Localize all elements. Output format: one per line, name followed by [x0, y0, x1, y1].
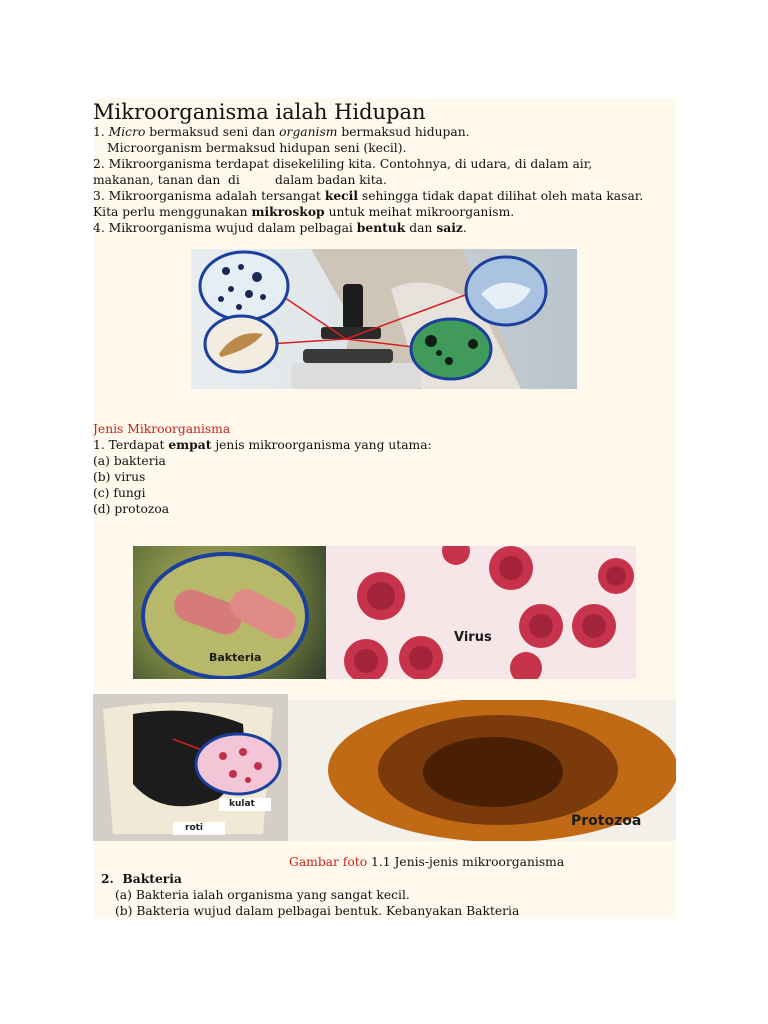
fungi-inset-icon	[196, 734, 280, 794]
protozoa-label: Protozoa	[571, 813, 642, 829]
bakteria-photo	[133, 546, 326, 679]
jenis-line1-end: jenis mikroorganisma yang utama:	[215, 438, 432, 452]
microscope-base-icon	[303, 349, 393, 363]
p3-l2-bold: mikroskop	[251, 204, 325, 219]
virus-photo	[326, 546, 636, 679]
p1-mid: bermaksud seni dan	[149, 125, 276, 139]
p3-bold: kecil	[324, 188, 358, 203]
protozoa-photo	[288, 700, 676, 841]
list-item: (b) virus	[93, 470, 146, 484]
paragraph-4	[93, 220, 467, 236]
bakteria-label: Bakteria	[209, 651, 262, 664]
figure-caption	[289, 854, 564, 870]
fungi-illustration	[93, 694, 288, 841]
paragraph-1-line2: Microorganism bermaksud hidupan seni (kecil).	[107, 141, 407, 155]
p1-organism: organism	[279, 125, 338, 139]
p3-start: 3. Mikroorganisma adalah tersangat	[93, 189, 321, 203]
p3-end: sehingga tidak dapat dilihat oleh mata kasar.	[361, 189, 644, 203]
page-title: Mikroorganisma ialah Hidupan	[93, 100, 426, 124]
bakteria-line-b: (b) Bakteria wujud dalam pelbagai bentuk. Kebanyakan Bakteria	[115, 904, 520, 918]
p4-mid: dan	[409, 221, 433, 235]
paragraph-2-line2: makanan, tanan dan di dalam badan kita.	[93, 173, 387, 187]
pointer-line	[269, 339, 346, 344]
microscope-tube-icon	[343, 284, 363, 329]
bakteria-line-a: (a) Bakteria ialah organisma yang sangat kecil.	[115, 888, 410, 902]
microscope-illustration	[191, 249, 577, 389]
p1-num: 1.	[93, 125, 105, 139]
p1-micro: Micro	[108, 125, 146, 139]
jenis-heading: Jenis Mikroorganisma	[93, 422, 231, 436]
p3-l2-start: Kita perlu menggunakan	[93, 205, 248, 219]
caption-red: Gambar foto	[289, 855, 368, 869]
bakteria-section-heading: 2. Bakteria	[101, 871, 182, 886]
paragraph-3-line1	[93, 188, 643, 204]
p4-start: 4. Mikroorganisma wujud dalam pelbagai	[93, 221, 353, 235]
virus-inset-icon	[411, 319, 491, 379]
bacteria-inset-icon	[200, 252, 288, 320]
list-item: (a) bakteria	[93, 454, 166, 468]
p3-l2-end: untuk meihat mikroorganism.	[328, 205, 515, 219]
virus-particles-icon	[344, 546, 634, 679]
document-page	[93, 98, 676, 919]
caption-rest: 1.1 Jenis-jenis mikroorganisma	[371, 855, 565, 869]
virus-label: Virus	[454, 630, 492, 645]
microscope-foot-icon	[291, 363, 421, 389]
list-item: (c) fungi	[93, 486, 146, 500]
fungi-photo	[93, 694, 288, 841]
kulat-label: kulat	[229, 799, 255, 809]
p4-bold2: saiz	[436, 220, 463, 235]
paragraph-2-line1: 2. Mikroorganisma terdapat disekeliling kita. Contohnya, di udara, di dalam air,	[93, 157, 593, 171]
protozoa-nucleus-icon	[423, 737, 563, 807]
paragraph-3-line2	[93, 204, 514, 220]
list-item: (d) protozoa	[93, 502, 170, 516]
p4-end: .	[462, 221, 467, 235]
paragraph-1	[93, 124, 470, 140]
jenis-line1	[93, 437, 432, 453]
p1-end: bermaksud hidupan.	[341, 125, 470, 139]
virus-illustration	[326, 546, 636, 679]
p4-bold1: bentuk	[356, 220, 406, 235]
microscope-photo	[191, 249, 577, 389]
jenis-line1-bold: empat	[168, 437, 212, 452]
jenis-line1-start: 1. Terdapat	[93, 438, 165, 452]
roti-label: roti	[185, 823, 204, 833]
